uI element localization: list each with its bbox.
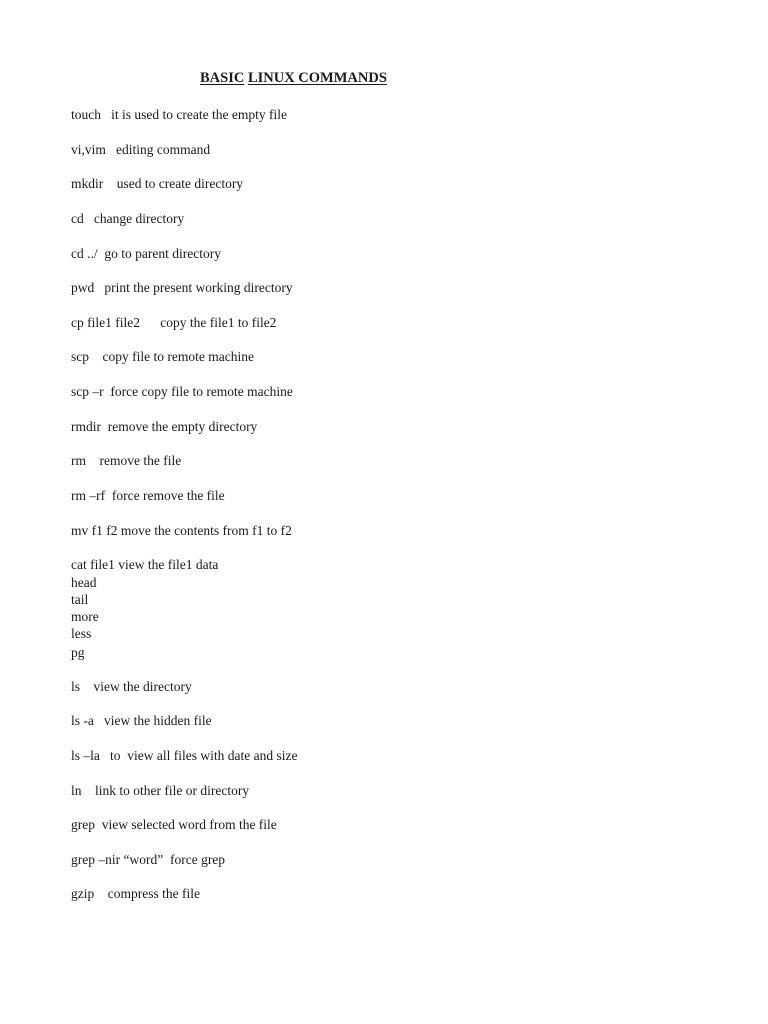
- command-gzip: gzip compress the file: [71, 886, 200, 901]
- command-vi-vim: vi,vim editing command: [71, 142, 211, 157]
- command-ls: ls view the directory: [71, 679, 192, 694]
- command-less: less: [71, 626, 92, 641]
- command-cd-parent: cd ../ go to parent directory: [71, 246, 221, 261]
- command-grep: grep view selected word from the file: [71, 817, 277, 832]
- title-linux-commands: LINUX COMMANDS: [247, 70, 387, 86]
- command-cd: cd change directory: [71, 211, 185, 226]
- command-scp: scp copy file to remote machine: [71, 349, 254, 364]
- command-rmdir: rmdir remove the empty directory: [71, 419, 258, 434]
- command-grep-nir: grep –nir “word” force grep: [71, 852, 226, 867]
- command-rm: rm remove the file: [71, 453, 182, 468]
- command-touch: touch it is used to create the empty file: [71, 107, 287, 122]
- command-pwd: pwd print the present working directory: [71, 280, 293, 295]
- command-head: head: [71, 575, 97, 590]
- command-pg: pg: [71, 645, 85, 660]
- command-ls-la: ls –la to view all files with date and size: [71, 748, 298, 763]
- command-mv: mv f1 f2 move the contents from f1 to f2: [71, 523, 292, 538]
- title-word-basic: BASIC: [200, 70, 245, 86]
- command-mkdir: mkdir used to create directory: [71, 176, 244, 191]
- command-scp-r: scp –r force copy file to remote machine: [71, 384, 293, 399]
- command-ln: ln link to other file or directory: [71, 783, 250, 798]
- page-title: [200, 70, 387, 87]
- command-tail: tail: [71, 592, 89, 607]
- command-cp: cp file1 file2 copy the file1 to file2: [71, 315, 277, 330]
- command-rm-rf: rm –rf force remove the file: [71, 488, 225, 503]
- command-ls-a: ls -a view the hidden file: [71, 713, 212, 728]
- command-more: more: [71, 609, 99, 624]
- command-cat: cat file1 view the file1 data: [71, 557, 219, 572]
